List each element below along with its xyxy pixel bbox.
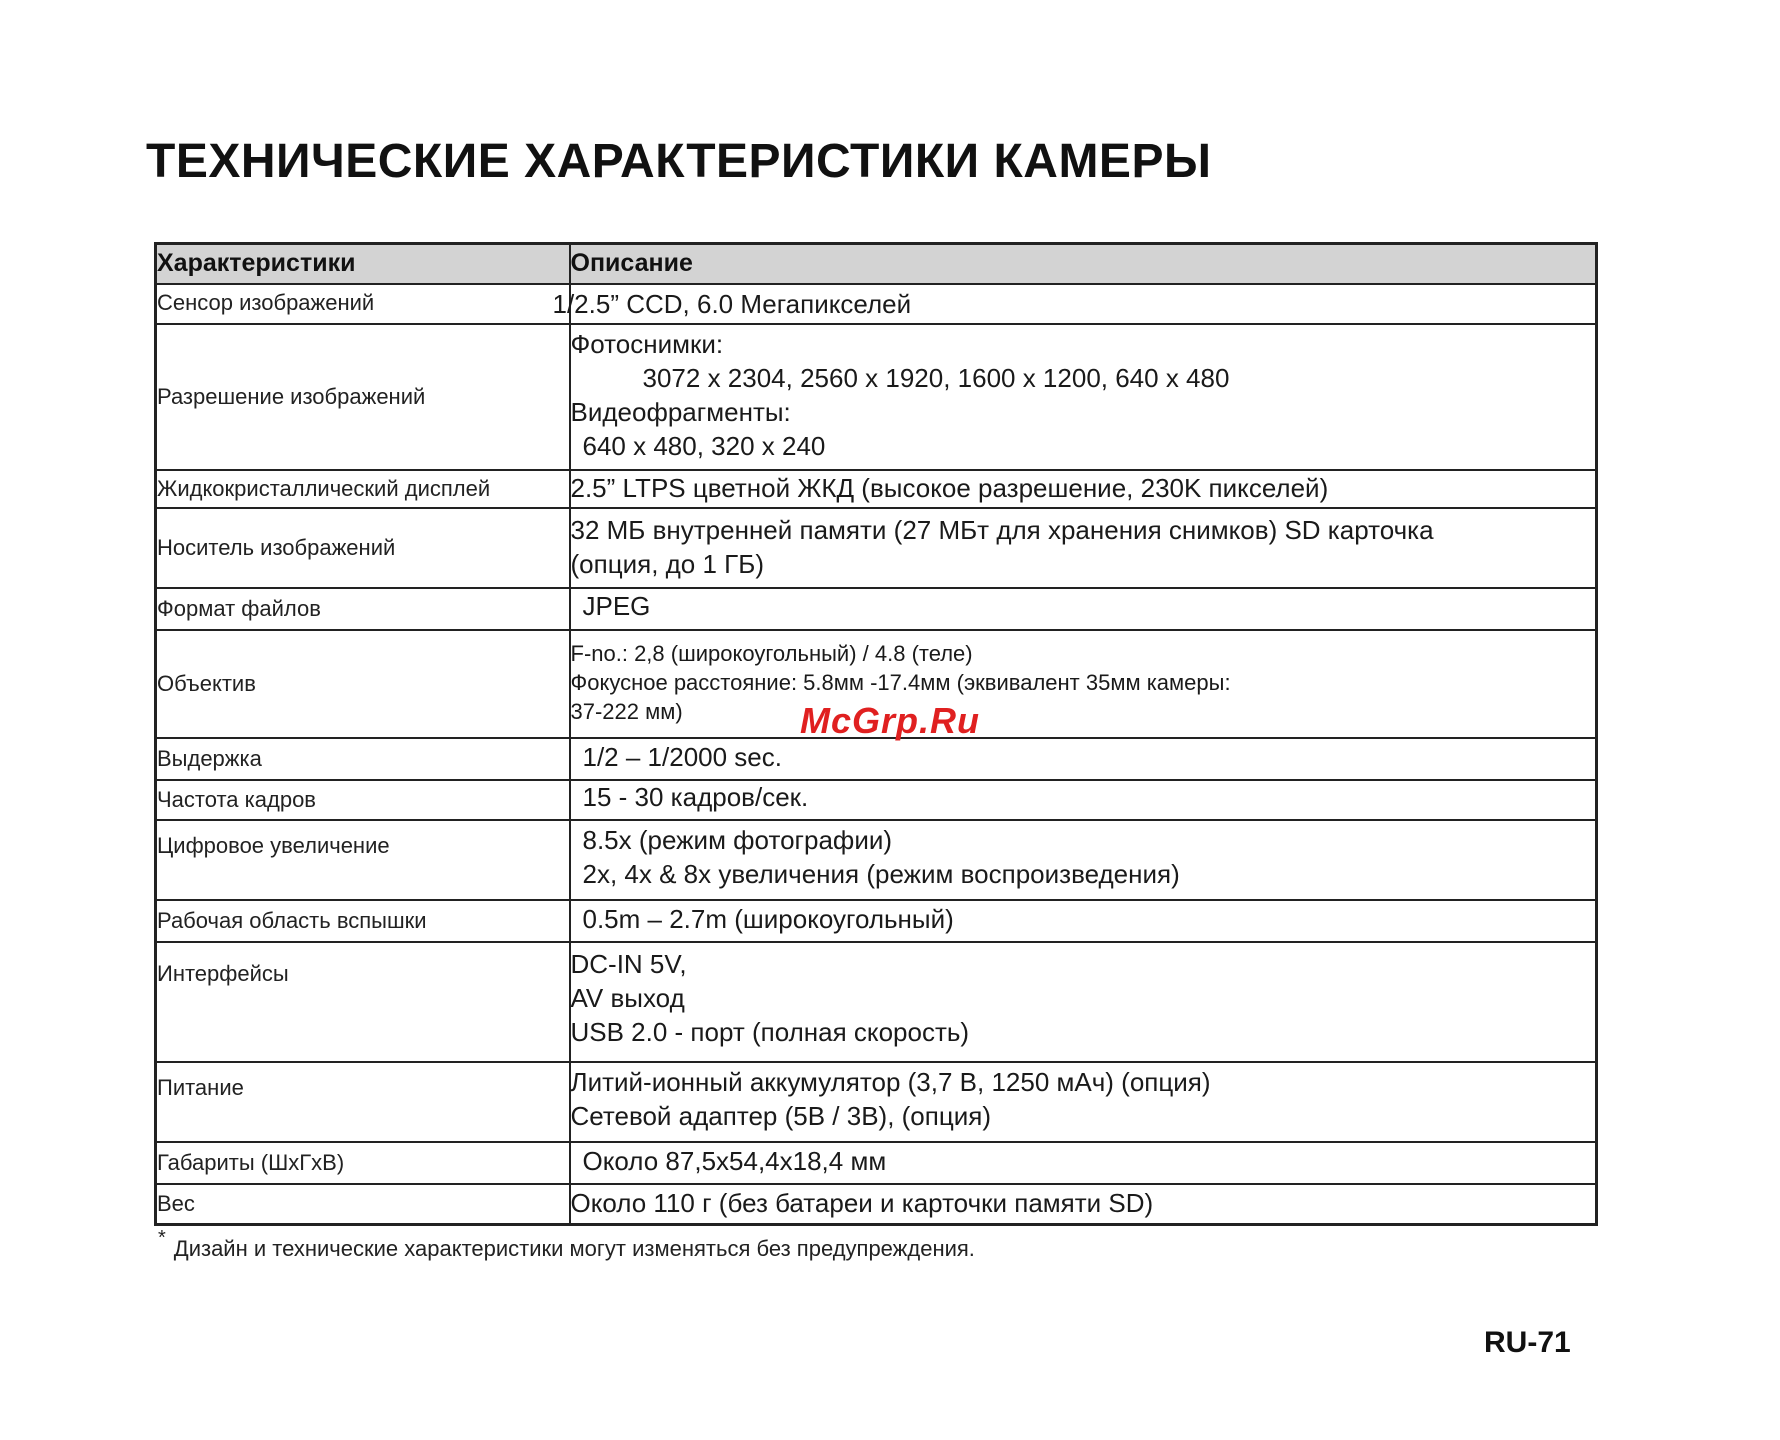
row-value-line: USB 2.0 - порт (полная скорость) xyxy=(570,1016,970,1047)
watermark: McGrp.Ru xyxy=(800,700,981,741)
table-row xyxy=(156,738,1597,780)
column-header-description: Описание xyxy=(570,244,1597,284)
row-value-line: 640 x 480, 320 x 240 xyxy=(582,430,826,461)
table-row xyxy=(156,1062,1597,1142)
row-key: Цифровое увеличение xyxy=(157,832,390,858)
row-value-line: (опция, до 1 ГБ) xyxy=(570,548,764,579)
row-value-line: DC-IN 5V, xyxy=(570,948,687,979)
row-value-line: JPEG xyxy=(582,590,651,621)
row-value-line: Около 87,5x54,4x18,4 мм xyxy=(582,1145,887,1176)
footnote xyxy=(158,1227,975,1262)
row-key: Габариты (ШхГхВ) xyxy=(157,1149,345,1175)
row-value-line: F-no.: 2,8 (широкоугольный) / 4.8 (теле) xyxy=(570,640,973,666)
row-value-line: Видеофрагменты: xyxy=(570,396,791,427)
row-key: Сенсор изображений xyxy=(157,289,375,315)
row-key: Разрешение изображений xyxy=(157,383,426,409)
row-key: Рабочая область вспышки xyxy=(157,907,427,933)
table-row xyxy=(156,508,1597,588)
row-value-line: Литий-ионный аккумулятор (3,7 В, 1250 мАч) (опция) xyxy=(570,1066,1211,1097)
row-value-line: AV выход xyxy=(570,982,685,1013)
footnote-text: Дизайн и технические характеристики могут изменяться без предупреждения. xyxy=(173,1236,975,1261)
row-value-line: 1/2.5” CCD, 6.0 Мегапикселей xyxy=(552,288,912,319)
page-title: ТЕХНИЧЕСКИЕ ХАРАКТЕРИСТИКИ КАМЕРЫ xyxy=(146,135,1212,188)
row-value-line: 1/2 – 1/2000 sec. xyxy=(582,741,782,772)
row-value-line: 3072 x 2304, 2560 x 1920, 1600 x 1200, 640 x 480 xyxy=(642,362,1230,393)
table-row xyxy=(156,780,1597,820)
row-key: Носитель изображений xyxy=(157,534,396,560)
row-value-line: 8.5x (режим фотографии) xyxy=(582,824,893,855)
row-key: Формат файлов xyxy=(157,595,321,621)
table-row xyxy=(156,1184,1597,1225)
row-value-line: 32 МБ внутренней памяти (27 МБт для хранения снимков) SD карточка xyxy=(570,514,1434,545)
table-row xyxy=(156,470,1597,508)
row-value-line: 37-222 мм) xyxy=(570,698,683,724)
table-row xyxy=(156,820,1597,900)
row-key: Вес xyxy=(157,1190,195,1216)
row-value-line: 2x, 4x & 8x увеличения (режим воспроизведения) xyxy=(582,858,1180,889)
table-row xyxy=(156,942,1597,1062)
row-key: Выдержка xyxy=(157,745,262,771)
row-value-line: 15 - 30 кадров/сек. xyxy=(582,781,809,812)
row-value-line: 2.5” LTPS цветной ЖКД (высокое разрешение, 230K пикселей) xyxy=(570,472,1329,503)
table-header-row xyxy=(156,244,1597,284)
table-row xyxy=(156,284,1597,324)
table-row xyxy=(156,1142,1597,1184)
row-key: Питание xyxy=(157,1074,244,1100)
column-header-characteristics: Характеристики xyxy=(156,244,570,284)
page-number: RU-71 xyxy=(1484,1326,1571,1359)
row-value-line: Фокусное расстояние: 5.8мм -17.4мм (эквивалент 35мм камеры: xyxy=(570,669,1231,695)
table-row xyxy=(156,900,1597,942)
row-key: Частота кадров xyxy=(157,786,316,812)
table-row xyxy=(156,588,1597,630)
row-key: Объектив xyxy=(157,670,256,696)
row-value-line: Сетевой адаптер (5В / 3В), (опция) xyxy=(570,1100,991,1131)
footnote-star: * xyxy=(158,1227,166,1249)
row-value-line: 0.5m – 2.7m (широкоугольный) xyxy=(582,903,954,934)
table-row xyxy=(156,324,1597,470)
row-key: Жидкокристаллический дисплей xyxy=(157,475,491,501)
row-value-line: Около 110 г (без батареи и карточки памяти SD) xyxy=(570,1187,1154,1218)
row-key: Интерфейсы xyxy=(157,960,289,986)
row-value-line: Фотоснимки: xyxy=(570,328,724,359)
